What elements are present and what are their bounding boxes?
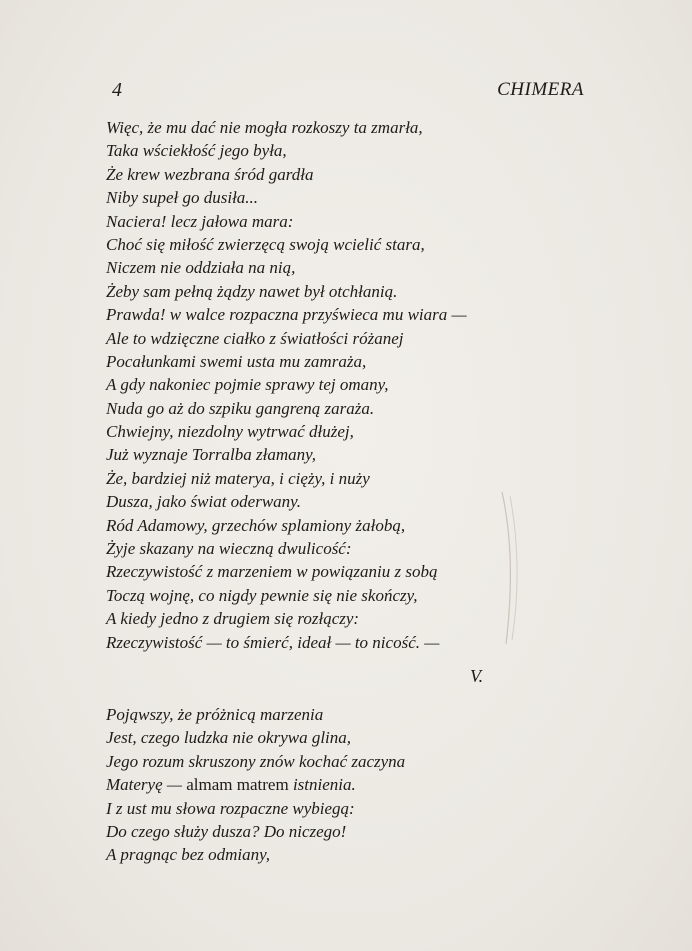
stanza-2 [106,703,405,867]
verse-fragment: istnienia. [292,775,356,795]
bleed-through-mark [496,488,526,648]
verse-line: Toczą wojnę, co nigdy pewnie się nie skończy, [106,585,418,605]
section-heading: V. [470,666,484,686]
page-number: 4 [112,79,122,101]
verse-line: Niczem nie oddziała na nią, [106,258,296,278]
latin-phrase: almam matrem [182,775,293,795]
verse-line: A pragnąc bez odmiany, [106,845,271,865]
verse-line: Że krew wezbrana śród gardła [106,164,314,184]
verse-line: Pojąwszy, że próżnicą marzenia [106,705,324,724]
verse-fragment: Materyę — [106,775,183,795]
verse-line: Rzeczywistość — to śmierć, ideał — to nicość. — [106,632,440,652]
running-title: CHIMERA [497,79,584,100]
stanza-1 [106,116,467,654]
verse-line: Rzeczywistość z marzeniem w powiązaniu z sobą [106,562,438,582]
verse-line: Niby supeł go dusiła... [106,188,259,208]
verse-line: Ród Adamowy, grzechów splamiony żałobą, [106,515,406,535]
verse-line: Choć się miłość zwierzęcą swoją wcielić stara, [106,234,425,254]
verse-line: A kiedy jedno z drugiem się rozłączy: [106,609,360,629]
verse-line: Dusza, jako świat oderwany. [106,492,302,512]
verse-line: Żyje skazany na wieczną dwulicość: [106,539,352,559]
verse-line-mixed [106,773,405,796]
verse-line: Ale to wdzięczne ciałko z światłości różanej [106,328,404,348]
verse-line: Jego rozum skruszony znów kochać zaczyna [106,751,406,771]
verse-line: Już wyznaje Torralba złamany, [106,445,317,465]
verse-line: Więc, że mu dać nie mogła rozkoszy ta zmarła, [106,118,423,137]
verse-line: Naciera! lecz jałowa mara: [106,211,294,231]
verse-line: Prawda! w walce rozpaczna przyświeca mu wiara — [106,305,467,325]
verse-line: Do czego służy dusza? Do niczego! [106,821,347,841]
verse-line: Pocałunkami swemi usta mu zamraża, [106,351,367,371]
verse-line: Taka wściekłość jego była, [106,141,287,161]
verse-line: Że, bardziej niż materya, i cięży, i nuży [106,468,370,488]
verse-line: Jest, czego ludzka nie okrywa glina, [106,728,352,748]
verse-line: Żeby sam pełną żądzy nawet był otchłanią. [106,281,398,301]
verse-line: I z ust mu słowa rozpaczne wybiegą: [106,798,355,818]
verse-line: Chwiejny, niezdolny wytrwać dłużej, [106,422,354,442]
verse-line: Nuda go aż do szpiku gangreną zaraża. [106,398,375,418]
verse-line: A gdy nakoniec pojmie sprawy tej omany, [106,375,389,395]
